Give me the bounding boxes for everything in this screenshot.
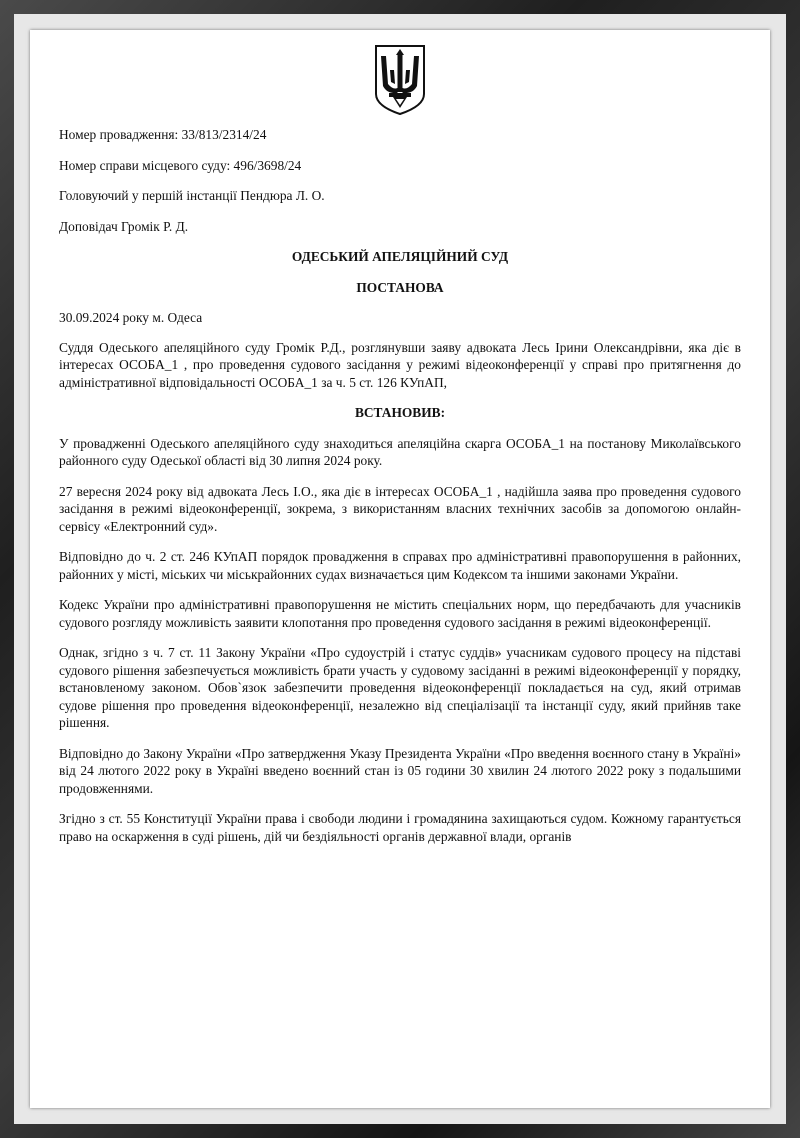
paragraph: Згідно з ст. 55 Конституції України права і свободи людини і громадянина захищаються судом. Кожному гарантується право на оскарження в суді рішень, дій чи бездіяльності органів державної влади, органів [59, 811, 741, 844]
paragraph: Відповідно до Закону України «Про затвердження Указу Президента України «Про введення воєнного стану в Україні» від 24 лютого 2022 року в Україні введено воєнний стан із 05 години 30 хвилин 24 лютого 2022 року з подальшими продовженнями. [59, 745, 741, 796]
paragraph: Однак, згідно з ч. 7 ст. 11 Закону України «Про судоустрій і статус суддів» учасникам судового процесу на підставі судового рішення забезпечується можливість брати участь у судовому засіданні в режимі відеоконференції у порядку, встановленому законом. Обов`язок забезпечити проведення відеоконференції покладається на суд, який отримав судове рішення про проведення відеоконференції, незалежно від спеціалізації та інстанції суду, який прийняв таке рішення. [59, 645, 741, 730]
intro-paragraph: Суддя Одеського апеляційного суду Громік Р.Д., розглянувши заяву адвоката Лесь Ірини Олександрівни, яка діє в інтересах ОСОБА_1 , про проведення судового засідання у режимі відеоконференції у справі про притягнення до адміністративної відповідальності ОСОБА_1 за ч. 5 ст. 126 КУпАП, [59, 339, 741, 390]
paragraph: Відповідно до ч. 2 ст. 246 КУпАП порядок провадження в справах про адміністративні правопорушення в районних, районних у місті, міських чи міськрайонних судах визначається цим Кодексом та іншими законами України. [59, 549, 741, 582]
trident-icon [373, 44, 427, 116]
case-proceeding-number: Номер провадження: 33/813/2314/24 [59, 127, 267, 142]
established-heading: ВСТАНОВИВ: [354, 405, 446, 420]
local-case-number: Номер справи місцевого суду: 496/3698/24 [59, 157, 302, 173]
presiding-judge: Головуючий у першій інстанції Пендюра Л. О. [59, 188, 325, 203]
date-place: 30.09.2024 року м. Одеса [59, 310, 203, 325]
document-body [59, 126, 741, 858]
document-page [30, 30, 770, 1108]
paragraph: Кодекс України про адміністративні правопорушення не містить спеціальних норм, що передбачають для учасників судового розгляду можливість заявити клопотання про проведення судового засідання в режимі відеоконференції. [59, 597, 741, 630]
document-type: ПОСТАНОВА [356, 279, 444, 295]
reporting-judge: Доповідач Громік Р. Д. [59, 218, 189, 234]
paragraph: У провадженні Одеського апеляційного суду знаходиться апеляційна скарга ОСОБА_1 на постанову Миколаївського районного суду Одеської області від 30 липня 2024 року. [59, 435, 741, 468]
court-name: ОДЕСЬКИЙ АПЕЛЯЦІЙНИЙ СУД [291, 249, 509, 264]
paragraph: 27 вересня 2024 року від адвоката Лесь І.О., яка діє в інтересах ОСОБА_1 , надійшла заява про проведення судового засідання в режимі відеоконференції, зокрема, з використанням власних технічних засобів за допомогою онлайн-сервісу «Електронний суд». [59, 483, 741, 534]
